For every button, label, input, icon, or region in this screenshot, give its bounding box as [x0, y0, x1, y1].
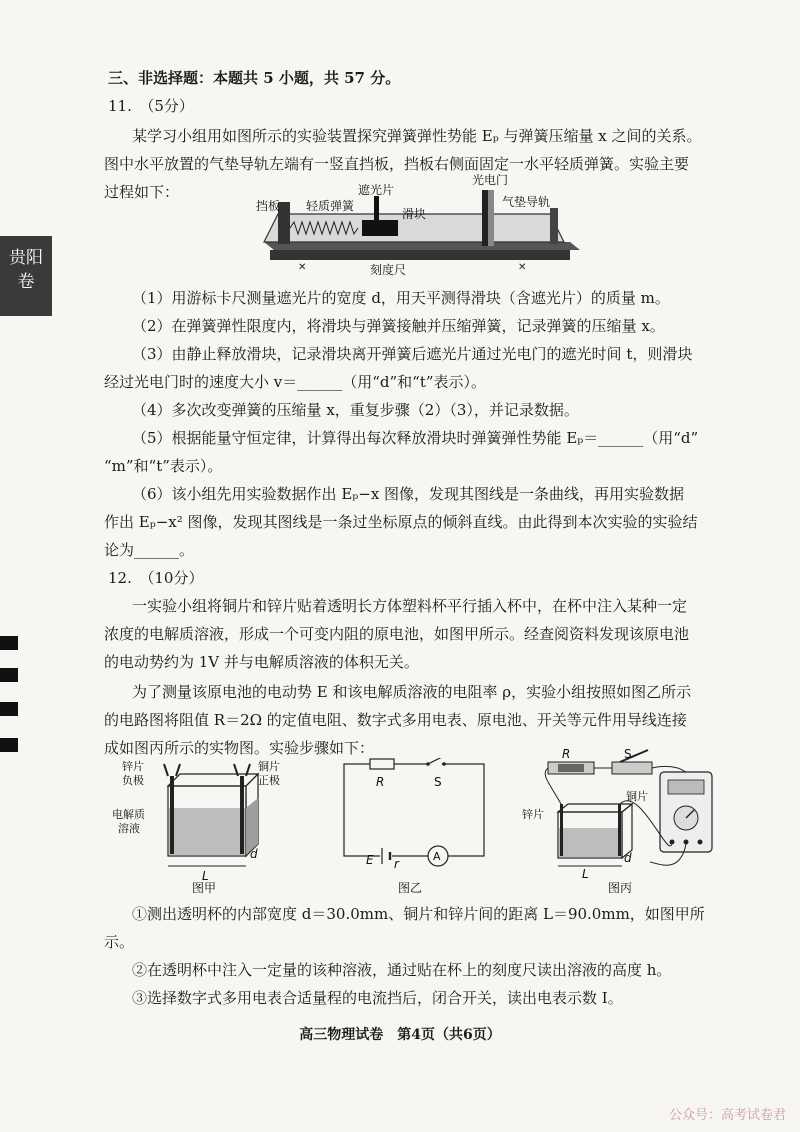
q11-step: （6）该小组先用实验数据作出 Eₚ−x 图像，发现其图线是一条曲线，再用实验数据 — [132, 485, 685, 503]
label-S: S — [624, 747, 632, 761]
q11-step: （5）根据能量守恒定律，计算得出每次释放滑块时弹簧弹性势能 Eₚ＝______（用“d” — [132, 429, 699, 447]
binding-mark — [0, 738, 18, 752]
q12-paragraph-line: 成如图丙所示的实物图。实验步骤如下： — [104, 739, 375, 757]
binding-mark — [0, 702, 18, 716]
svg-text:✕: ✕ — [298, 262, 307, 273]
label-copper: 铜片 — [626, 790, 648, 803]
region-tab-line2: 卷 — [17, 272, 35, 292]
label-spring: 轻质弹簧 — [306, 199, 355, 213]
q12-step: ③选择数字式多用电表合适量程的电流挡后，闭合开关，读出电表示数 I。 — [132, 989, 623, 1007]
q12-paragraph-line: 为了测量该原电池的电动势 E 和该电解质溶液的电阻率 ρ，实验小组按照如图乙所示 — [132, 683, 692, 701]
air-track-figure — [250, 170, 590, 278]
watermark: 公众号：高考试卷君 — [668, 1108, 786, 1123]
figure-bing — [520, 744, 720, 894]
q11-step: （3）由静止释放滑块，记录滑块离开弹簧后遮光片通过光电门的遮光时间 t，则滑块 — [132, 345, 693, 363]
label-positive: 正极 — [258, 774, 280, 787]
q12-paragraph-line: 的电动势约为 1V 并与电解质溶液的体积无关。 — [104, 653, 419, 671]
label-d: d — [624, 851, 632, 865]
q11-step: “m”和“t”表示）。 — [104, 457, 223, 475]
q12-paragraph-line: 的电路图将阻值 R＝2Ω 的定值电阻、数字式多用电表、原电池、开关等元件用导线连接 — [104, 711, 687, 729]
caption-bing: 图丙 — [608, 881, 633, 894]
label-photogate: 光电门 — [472, 173, 509, 187]
label-zinc: 锌片 — [122, 760, 144, 773]
label-zinc: 锌片 — [522, 808, 544, 821]
caption-yi: 图乙 — [398, 881, 423, 894]
q11-step: 经过光电门时的速度大小 v＝______（用“d”和“t”表示）。 — [104, 373, 487, 391]
q11-intro-line: 过程如下： — [104, 183, 180, 201]
q12-paragraph-line: 一实验小组将铜片和锌片贴着透明长方体塑料杯平行插入杯中，在杯中注入某种一定 — [132, 597, 688, 615]
label-A: A — [433, 850, 441, 863]
binding-mark — [0, 636, 18, 650]
q11-step: （4）多次改变弹簧的压缩量 x，重复步骤（2）（3），并记录数据。 — [132, 401, 579, 419]
caption-jia: 图甲 — [192, 881, 217, 894]
q11-step: 作出 Eₚ−x² 图像，发现其图线是一条过坐标原点的倾斜直线。由此得到本次实验的实验结 — [104, 513, 698, 531]
q12-step: ②在透明杯中注入一定量的该种溶液，通过贴在杯上的刻度尺读出溶液的高度 h。 — [132, 961, 672, 979]
label-L: L — [202, 869, 209, 883]
label-slider: 滑块 — [402, 207, 427, 221]
shade-plate — [374, 196, 379, 220]
q12-paragraph-line: 浓度的电解质溶液，形成一个可变内阻的原电池，如图甲所示。经查阅资料发现该原电池 — [104, 625, 690, 643]
label-L: L — [582, 867, 589, 881]
svg-text:✕: ✕ — [518, 262, 527, 273]
q11-number: 11. （5分） — [108, 97, 194, 115]
region-tab-line1: 贵阳 — [9, 248, 43, 268]
q11-step: （1）用游标卡尺测量遮光片的宽度 d，用天平测得滑块（含遮光片）的质量 m。 — [132, 289, 670, 307]
label-baffle: 挡板 — [256, 199, 281, 213]
region-tab — [0, 236, 52, 316]
label-E: E — [366, 853, 374, 867]
zinc-plate — [170, 776, 174, 854]
label-track: 气垫导轨 — [502, 195, 551, 209]
photogate — [482, 190, 488, 246]
q11-step: 论为______。 — [104, 541, 195, 559]
switch — [612, 762, 652, 774]
label-d: d — [250, 847, 258, 861]
figure-yi — [330, 758, 500, 894]
label-R: R — [376, 775, 385, 789]
label-r: r — [394, 857, 399, 871]
q12-step: ①测出透明杯的内部宽度 d＝30.0mm、铜片和锌片间的距离 L＝90.0mm，如图甲所 — [132, 905, 705, 923]
slider — [362, 220, 398, 236]
label-copper: 铜片 — [258, 760, 280, 773]
electrolyte — [169, 808, 245, 855]
copper-plate — [240, 776, 244, 854]
label-R: R — [562, 747, 571, 761]
label-negative: 负极 — [122, 774, 144, 787]
q12-step: 示。 — [104, 933, 135, 951]
q11-intro-line: 图中水平放置的气垫导轨左端有一竖直挡板，挡板右侧面固定一水平轻质弹簧。实验主要 — [104, 155, 690, 173]
section-heading: 三、非选择题：本题共 5 小题，共 57 分。 — [108, 69, 401, 87]
q11-intro-line: 某学习小组用如图所示的实验装置探究弹簧弹性势能 Eₚ 与弹簧压缩量 x 之间的关系。 — [132, 127, 702, 145]
figure-jia — [108, 758, 288, 894]
label-solution: 溶液 — [118, 822, 140, 835]
resistor — [370, 759, 394, 769]
label-electrolyte: 电解质 — [112, 808, 145, 821]
binding-mark — [0, 668, 18, 682]
q11-step: （2）在弹簧弹性限度内，将滑块与弹簧接触并压缩弹簧，记录弹簧的压缩量 x。 — [132, 317, 665, 335]
label-shade: 遮光片 — [358, 183, 395, 197]
q12-number: 12. （10分） — [108, 569, 204, 587]
label-S: S — [434, 775, 442, 789]
label-ruler: 刻度尺 — [370, 263, 407, 277]
page-footer: 高三物理试卷 第4页（共6页） — [299, 1027, 501, 1043]
